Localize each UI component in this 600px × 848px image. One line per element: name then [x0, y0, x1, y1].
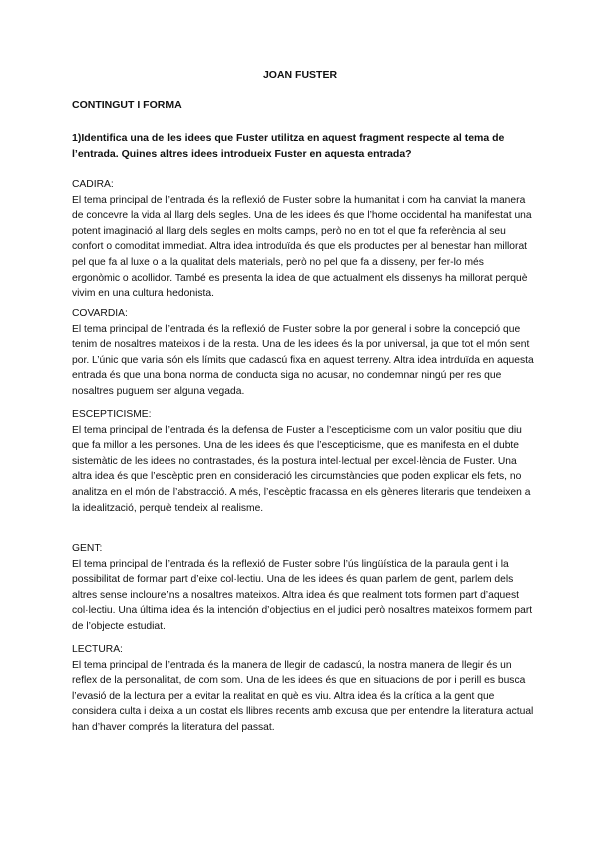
- section-heading: GENT:: [72, 543, 103, 554]
- section-body: El tema principal de l’entrada és la reflexió de Fuster sobre la humanitat i com ha canviat la manera de concevre la vida al llarg dels segles. Una de les idees és que l’home occidental ha manifestat una potent imaginació al llarg dels segles en molts camps, però no en tot el que fa referència al seu confort o comoditat immediat. Altra idea introduïda és que els productes per al benestar han millorat pel que fa al luxe o a la qualitat dels materials, però no pel que fa a disseny, per fer-lo més ergonòmic o acollidor. També es presenta la idea de que actualment els dissenys ha millorat perquè vivim en una cultura hedonista.: [72, 194, 532, 300]
- question-text: 1)Identifica una de les idees que Fuster utilitza en aquest fragment respecte al tema de l’entrada. Quines altres idees introdueix Fuster en aquesta entrada?: [72, 132, 505, 160]
- section-cadira: [72, 177, 534, 302]
- section-lectura: [72, 642, 534, 736]
- section-body: El tema principal de l’entrada és la manera de llegir de cadascú, la nostra manera de llegir és un reflex de la personalitat, de com som. Una de les idees és que en situacions de por i perill es busca l’evasió de la lectura per a evitar la realitat en què es viu. Altra idea és la crítica a la gent que considera culta i deixa a un costat els llibres recents amb excusa que per entendre la literatura actual han d’haver comprés la literatura del passat.: [72, 659, 534, 733]
- section-covardia: [72, 306, 534, 400]
- section-heading: CADIRA:: [72, 179, 114, 190]
- section-gent: [72, 541, 534, 635]
- section-heading: LECTURA:: [72, 644, 123, 655]
- document-subtitle: CONTINGUT I FORMA: [72, 99, 182, 111]
- section-escepticisme: [72, 407, 534, 516]
- section-body: El tema principal de l’entrada és la reflexió de Fuster sobre la por general i sobre la concepció que tenim de nosaltres mateixos i de la resta. Una de les idees és la por universal, ja que tot el món sent por. L’únic que varia són els límits que cadascú fixa en aquest terreny. Altra idea intrduïda en aquesta entrada és que una bona norma de conducta siga no acusar, no condemnar ningú per res que nosaltres puguem ser alguna vegada.: [72, 323, 534, 397]
- section-heading: ESCEPTICISME:: [72, 409, 152, 420]
- section-body: El tema principal de l’entrada és la defensa de Fuster a l’escepticisme com un valor positiu que diu que fa millor a les persones. Una de les idees és que l’escepticisme, que es manifesta en el dubte sistemàtic de les idees no contrastades, és la postura intel·lectual per excel·lència de Fuster. Una altra idea és que l’escèptic pren en consideració les circumstàncies que poden explicar els fets, no analitza en el món de l’abstracció. A més, l’escèptic fracassa en els gèneres literaris que tendeixen a la idealització, perquè tendeix al realisme.: [72, 424, 531, 514]
- document-title: JOAN FUSTER: [262, 69, 338, 81]
- section-body: El tema principal de l’entrada és la reflexió de Fuster sobre l’ús lingüística de la paraula gent i la possibilitat de formar part d’eixe col·lectiu. Una de les idees és quan parlem de gent, parlem dels altres sense incloure’ns a nosaltres mateixos. Altra idea és que realment tots formen part d’aquest col·lectiu. Una última idea és la intención d’objectius en el judici però nosaltres mateixos formem part de l’objecte estudiat.: [72, 558, 533, 632]
- section-heading: COVARDIA:: [72, 308, 128, 319]
